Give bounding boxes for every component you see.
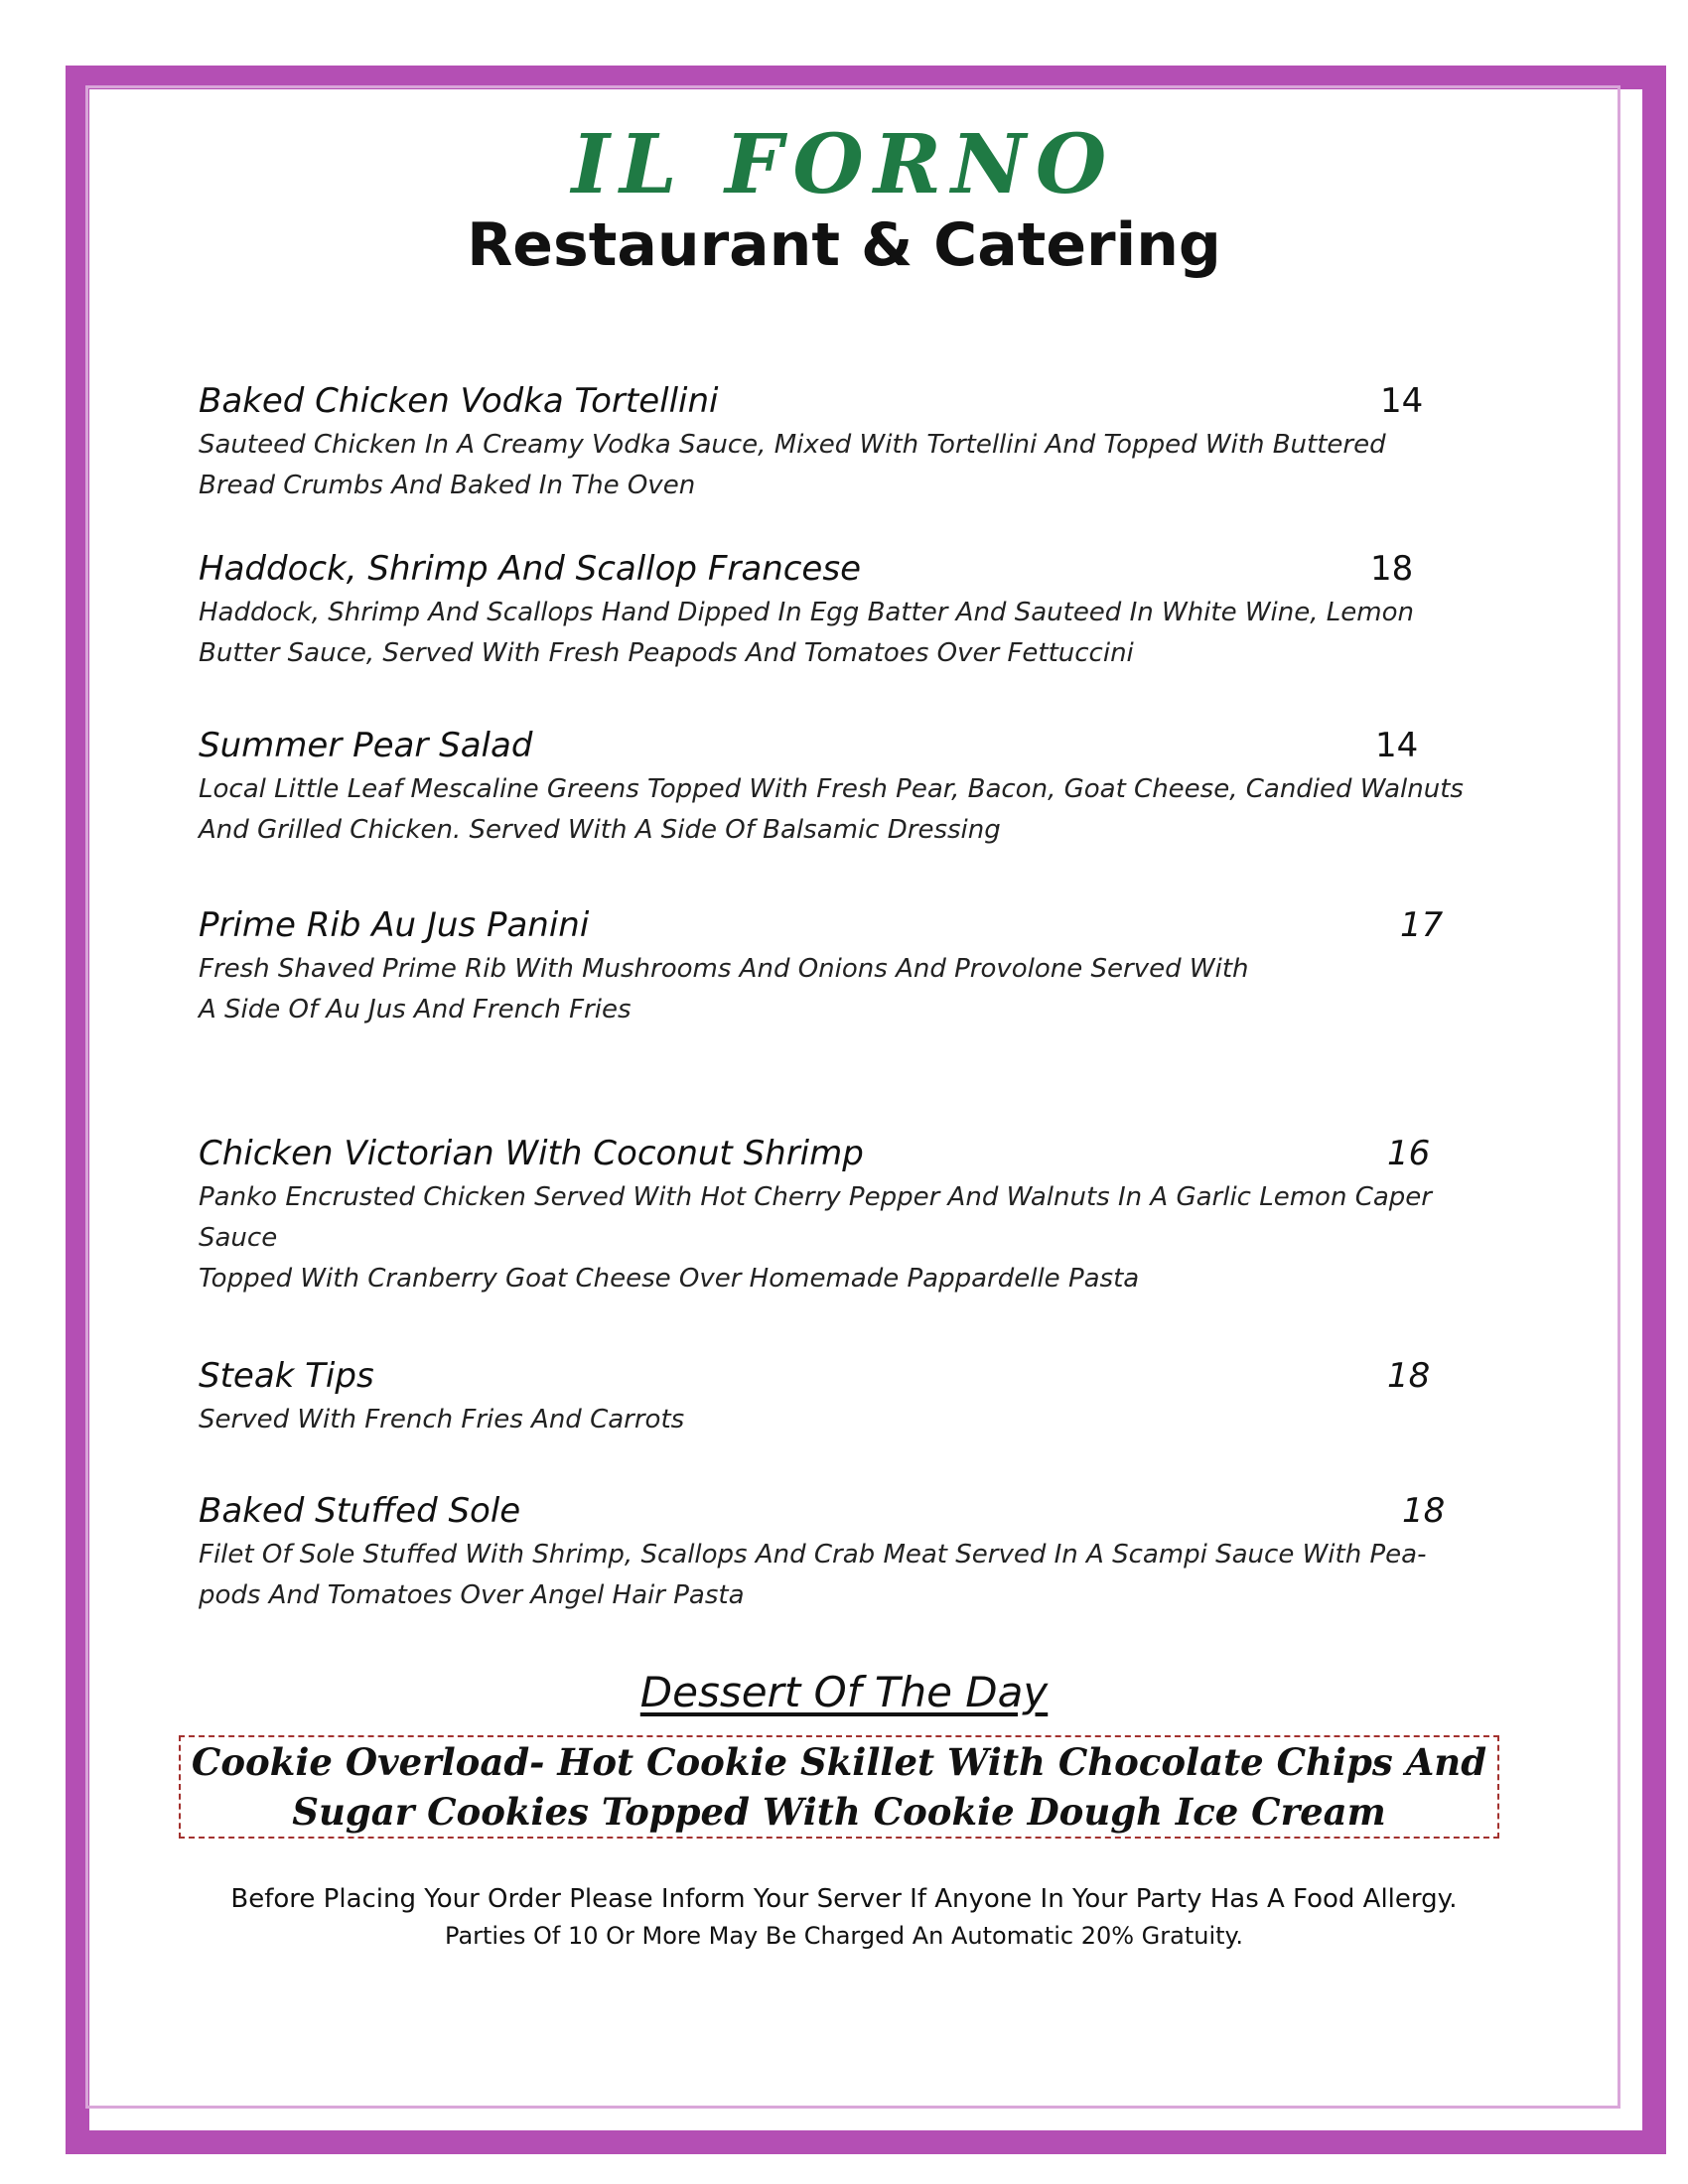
restaurant-logo-title: IL FORNO [571,117,1117,212]
menu-item-description: Served With French Fries And Carrots [199,1405,685,1434]
menu-item-name: Chicken Victorian With Coconut Shrimp [199,1134,864,1173]
menu-item-price: 16 [1387,1134,1431,1173]
menu-item-price: 14 [1380,381,1424,421]
menu-item [199,379,1489,506]
menu-item [199,1354,1489,1440]
menu-item-price: 18 [1387,1356,1431,1396]
menu-item [199,1489,1489,1616]
menu-item-description: Haddock, Shrimp And Scallops Hand Dipped In Egg Batter And Sauteed In White Wine, Lemon Butter Sauce, Served With Fresh Peapods And Tomatoes Over Fettuccini [199,598,1414,668]
menu-item-price: 14 [1375,726,1419,765]
restaurant-subtitle: Restaurant & Catering [467,210,1221,280]
dessert-box [179,1735,1499,1839]
menu-item-description: Local Little Leaf Mescaline Greens Topped With Fresh Pear, Bacon, Goat Cheese, Candied Walnuts And Grilled Chicken. Served With A Side Of Balsamic Dressing [199,774,1464,845]
menu-item-name: Haddock, Shrimp And Scallop Francese [199,549,861,589]
menu-item [199,903,1489,1030]
gratuity-notice: Parties Of 10 Or More May Be Charged An Automatic 20% Gratuity. [445,1922,1243,1950]
menu-item [199,1132,1489,1299]
menu-item [199,724,1489,851]
menu-item [199,547,1489,674]
menu-item-name: Baked Stuffed Sole [199,1491,521,1531]
dessert-heading: Dessert Of The Day [639,1668,1049,1716]
menu-item-price: 17 [1400,905,1444,945]
menu-item-description: Sauteed Chicken In A Creamy Vodka Sauce, Mixed With Tortellini And Topped With Buttered Bread Crumbs And Baked In The Oven [199,430,1386,500]
menu-item-name: Baked Chicken Vodka Tortellini [199,381,719,421]
menu-item-name: Prime Rib Au Jus Panini [199,905,590,945]
dessert-description: Cookie Overload- Hot Cookie Skillet With Chocolate Chips And Sugar Cookies Topped With Cookie Dough Ice Cream [191,1740,1487,1834]
menu-item-name: Steak Tips [199,1356,374,1396]
menu-item-description: Panko Encrusted Chicken Served With Hot Cherry Pepper And Walnuts In A Garlic Lemon Caper Sauce Topped With Cranberry Goat Cheese Over Homemade Pappardelle Pasta [199,1182,1432,1294]
menu-item-price: 18 [1402,1491,1446,1531]
allergy-notice: Before Placing Your Order Please Inform Your Server If Anyone In Your Party Has A Food Allergy. [230,1884,1458,1914]
menu-item-name: Summer Pear Salad [199,726,533,765]
menu-item-description: Fresh Shaved Prime Rib With Mushrooms And Onions And Provolone Served With A Side Of Au Jus And French Fries [199,954,1249,1024]
menu-item-price: 18 [1370,549,1414,589]
menu-item-description: Filet Of Sole Stuffed With Shrimp, Scallops And Crab Meat Served In A Scampi Sauce With Pea- pods And Tomatoes Over Angel Hair Pasta [199,1540,1427,1610]
